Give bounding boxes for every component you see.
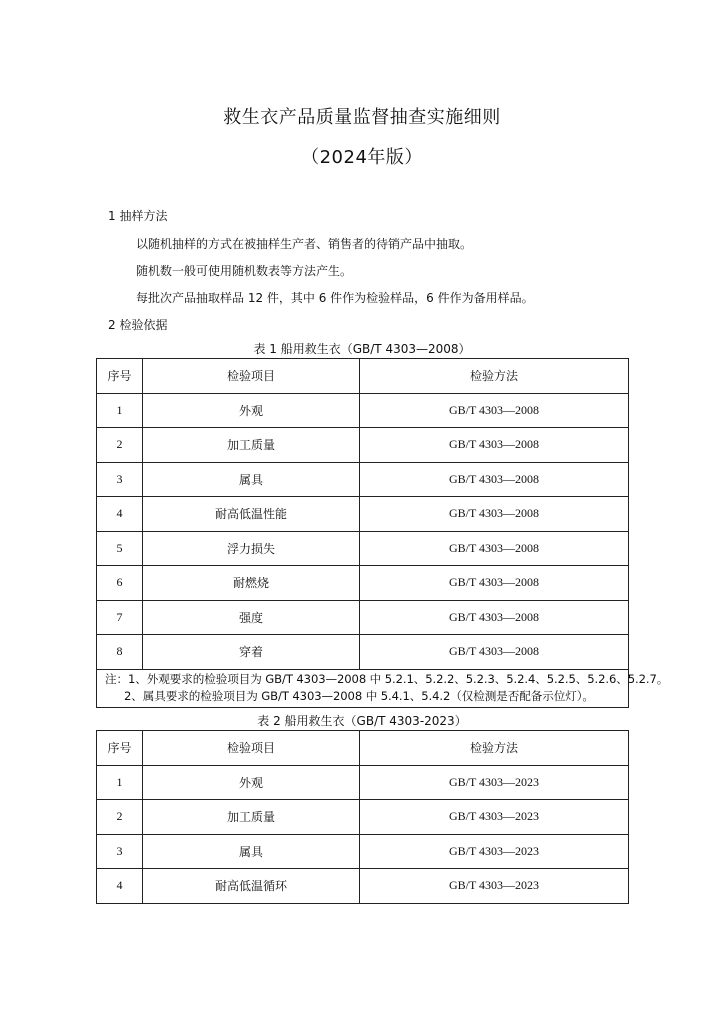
- table-row: [97, 600, 629, 635]
- table-row: [97, 462, 629, 497]
- table-cell: 属具: [143, 462, 360, 497]
- table-cell: 浮力损失: [143, 531, 360, 566]
- table-header-row: [97, 359, 629, 394]
- table-cell: 1: [97, 765, 143, 800]
- table-cell: 耐燃烧: [143, 566, 360, 601]
- table-cell: GB/T 4303—2008: [360, 428, 629, 463]
- table-2-caption: 表 2 船用救生衣（GB/T 4303-2023）: [257, 714, 467, 728]
- table-row: [97, 834, 629, 869]
- table-cell: 1: [97, 393, 143, 428]
- table-cell: GB/T 4303—2023: [360, 800, 629, 835]
- table-row: [97, 566, 629, 601]
- note-line-2: 2、属具要求的检验项目为 GB/T 4303—2008 中 5.4.1、5.4.2（仅检测是否配备示位灯）。: [124, 688, 594, 703]
- table-cell: GB/T 4303—2008: [360, 635, 629, 670]
- document-title: 救生衣产品质量监督抽查实施细则: [223, 107, 501, 128]
- table-row: [97, 869, 629, 904]
- table-cell: GB/T 4303—2008: [360, 531, 629, 566]
- table-cell: GB/T 4303—2023: [360, 869, 629, 904]
- table-row: [97, 635, 629, 670]
- table-cell: 外观: [143, 765, 360, 800]
- table-1: [96, 358, 669, 708]
- table-cell: GB/T 4303—2023: [360, 834, 629, 869]
- table-cell: 2: [97, 800, 143, 835]
- table-cell: GB/T 4303—2008: [360, 497, 629, 532]
- table-cell: 外观: [143, 393, 360, 428]
- table-cell: 属具: [143, 834, 360, 869]
- table-cell: GB/T 4303—2008: [360, 600, 629, 635]
- paragraph-1: 以随机抽样的方式在被抽样生产者、销售者的待销产品中抽取。: [136, 237, 473, 251]
- note-line-1: 注：1、外观要求的检验项目为 GB/T 4303—2008 中 5.2.1、5.2.2、5.2.3、5.2.4、5.2.5、5.2.6、5.2.7。: [105, 671, 669, 686]
- table-row: [97, 531, 629, 566]
- table-1-caption: 表 1 船用救生衣（GB/T 4303—2008）: [253, 342, 471, 356]
- table-cell: 6: [97, 566, 143, 601]
- table-cell: 7: [97, 600, 143, 635]
- table-cell: 加工质量: [143, 800, 360, 835]
- table-note: [97, 669, 669, 707]
- header-cell: 检验项目: [143, 359, 360, 394]
- table-header-row: [97, 731, 629, 766]
- table-row: [97, 497, 629, 532]
- table-cell: 4: [97, 869, 143, 904]
- table-cell: GB/T 4303—2008: [360, 566, 629, 601]
- table-cell: 耐高低温性能: [143, 497, 360, 532]
- table-cell: 强度: [143, 600, 360, 635]
- section-2-heading: 2 检验依据: [108, 318, 168, 332]
- table-cell: GB/T 4303—2008: [360, 462, 629, 497]
- header-cell: 检验方法: [360, 731, 629, 766]
- table-cell: 穿着: [143, 635, 360, 670]
- table-cell: GB/T 4303—2008: [360, 393, 629, 428]
- table-cell: GB/T 4303—2023: [360, 765, 629, 800]
- table-note-row: [97, 669, 629, 707]
- table-2: [96, 730, 629, 904]
- section-1-heading: 1 抽样方法: [108, 209, 168, 223]
- header-cell: 检验项目: [143, 731, 360, 766]
- table-cell: 加工质量: [143, 428, 360, 463]
- table-cell: 8: [97, 635, 143, 670]
- table-row: [97, 393, 629, 428]
- paragraph-3: 每批次产品抽取样品 12 件，其中 6 件作为检验样品，6 件作为备用样品。: [136, 291, 534, 305]
- table-cell: 5: [97, 531, 143, 566]
- table-cell: 3: [97, 462, 143, 497]
- table-row: [97, 765, 629, 800]
- table-cell: 耐高低温循环: [143, 869, 360, 904]
- table-row: [97, 800, 629, 835]
- table-cell: 2: [97, 428, 143, 463]
- table-cell: 4: [97, 497, 143, 532]
- header-cell: 序号: [97, 731, 143, 766]
- header-cell: 检验方法: [360, 359, 629, 394]
- table-cell: 3: [97, 834, 143, 869]
- table-row: [97, 428, 629, 463]
- document-subtitle: （2024年版）: [301, 147, 423, 168]
- header-cell: 序号: [97, 359, 143, 394]
- paragraph-2: 随机数一般可使用随机数表等方法产生。: [136, 264, 353, 278]
